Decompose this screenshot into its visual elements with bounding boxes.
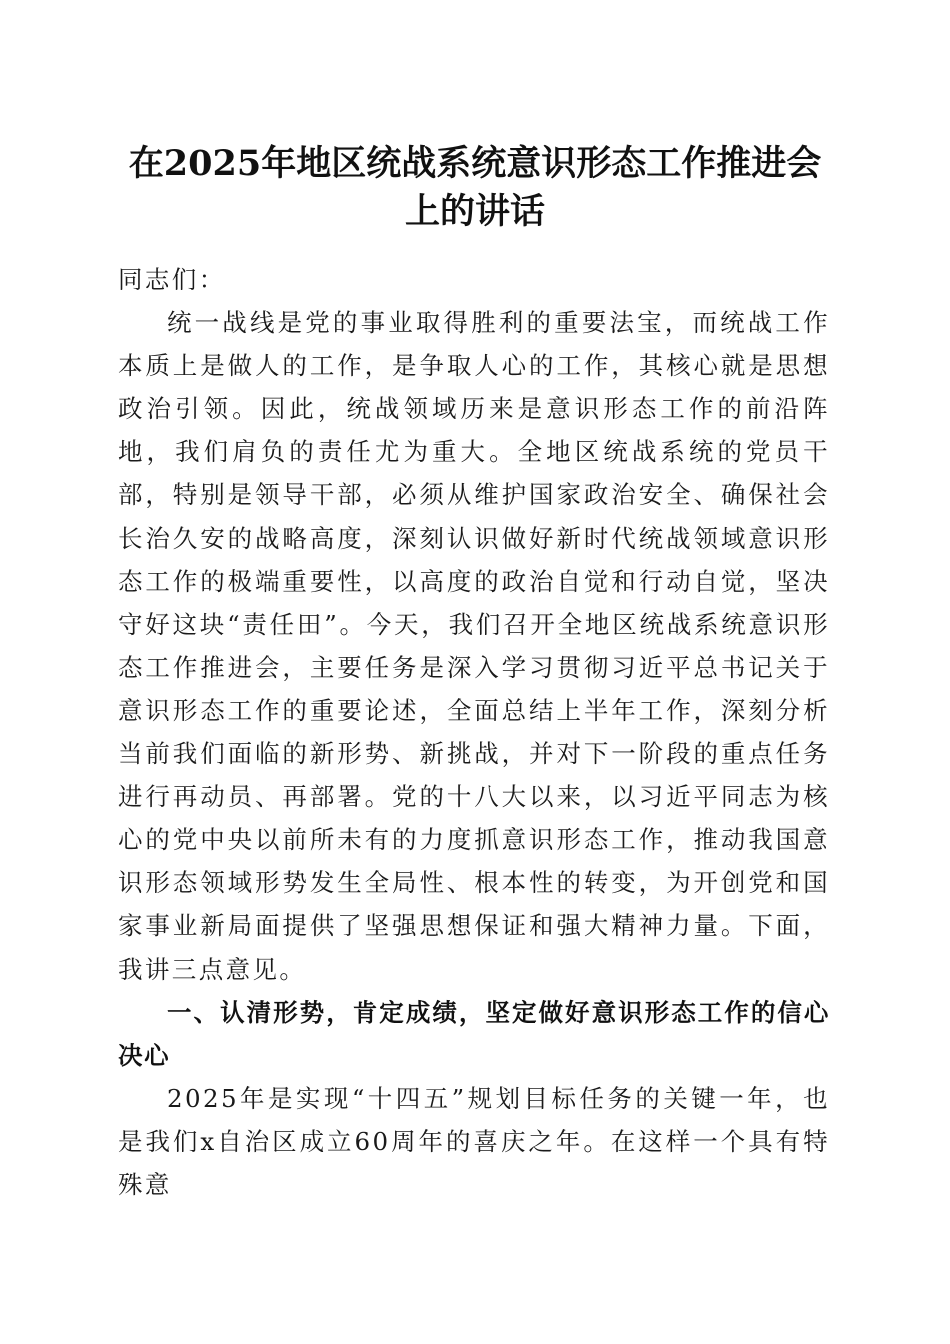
document-body bbox=[118, 258, 830, 1206]
document-title bbox=[100, 140, 850, 236]
section-heading-1: 一、认清形势，肯定成绩，坚定做好意识形态工作的信心决心 bbox=[118, 997, 830, 1070]
title-line-1: 在2025年地区统战系统意识形态工作推进会 bbox=[128, 143, 822, 184]
paragraph-section-1: 2025年是实现“十四五”规划目标任务的关键一年，也是我们x自治区成立60周年的喜庆之年。在这样一个具有特殊意 bbox=[118, 1083, 830, 1199]
title-line-2: 上的讲话 bbox=[404, 191, 545, 232]
paragraph-intro: 统一战线是党的事业取得胜利的重要法宝，而统战工作本质上是做人的工作，是争取人心的工作，其核心就是思想政治引领。因此，统战领域历来是意识形态工作的前沿阵地，我们肩负的责任尤为重大。全地区统战系统的党员干部，特别是领导干部，必须从维护国家政治安全、确保社会长治久安的战略高度，深刻认识做好新时代统战领域意识形态工作的极端重要性，以高度的政治自觉和行动自觉，坚决守好这块“责任田”。今天，我们召开全地区统战系统意识形态工作推进会，主要任务是深入学习贯彻习近平总书记关于意识形态工作的重要论述，全面总结上半年工作，深刻分析当前我们面临的新形势、新挑战，并对下一阶段的重点任务进行再动员、再部署。党的十八大以来，以习近平同志为核心的党中央以前所未有的力度抓意识形态工作，推动我国意识形态领域形势发生全局性、根本性的转变，为开创党和国家事业新局面提供了坚强思想保证和强大精神力量。下面，我讲三点意见。 bbox=[118, 308, 830, 984]
salutation: 同志们： bbox=[118, 265, 226, 294]
